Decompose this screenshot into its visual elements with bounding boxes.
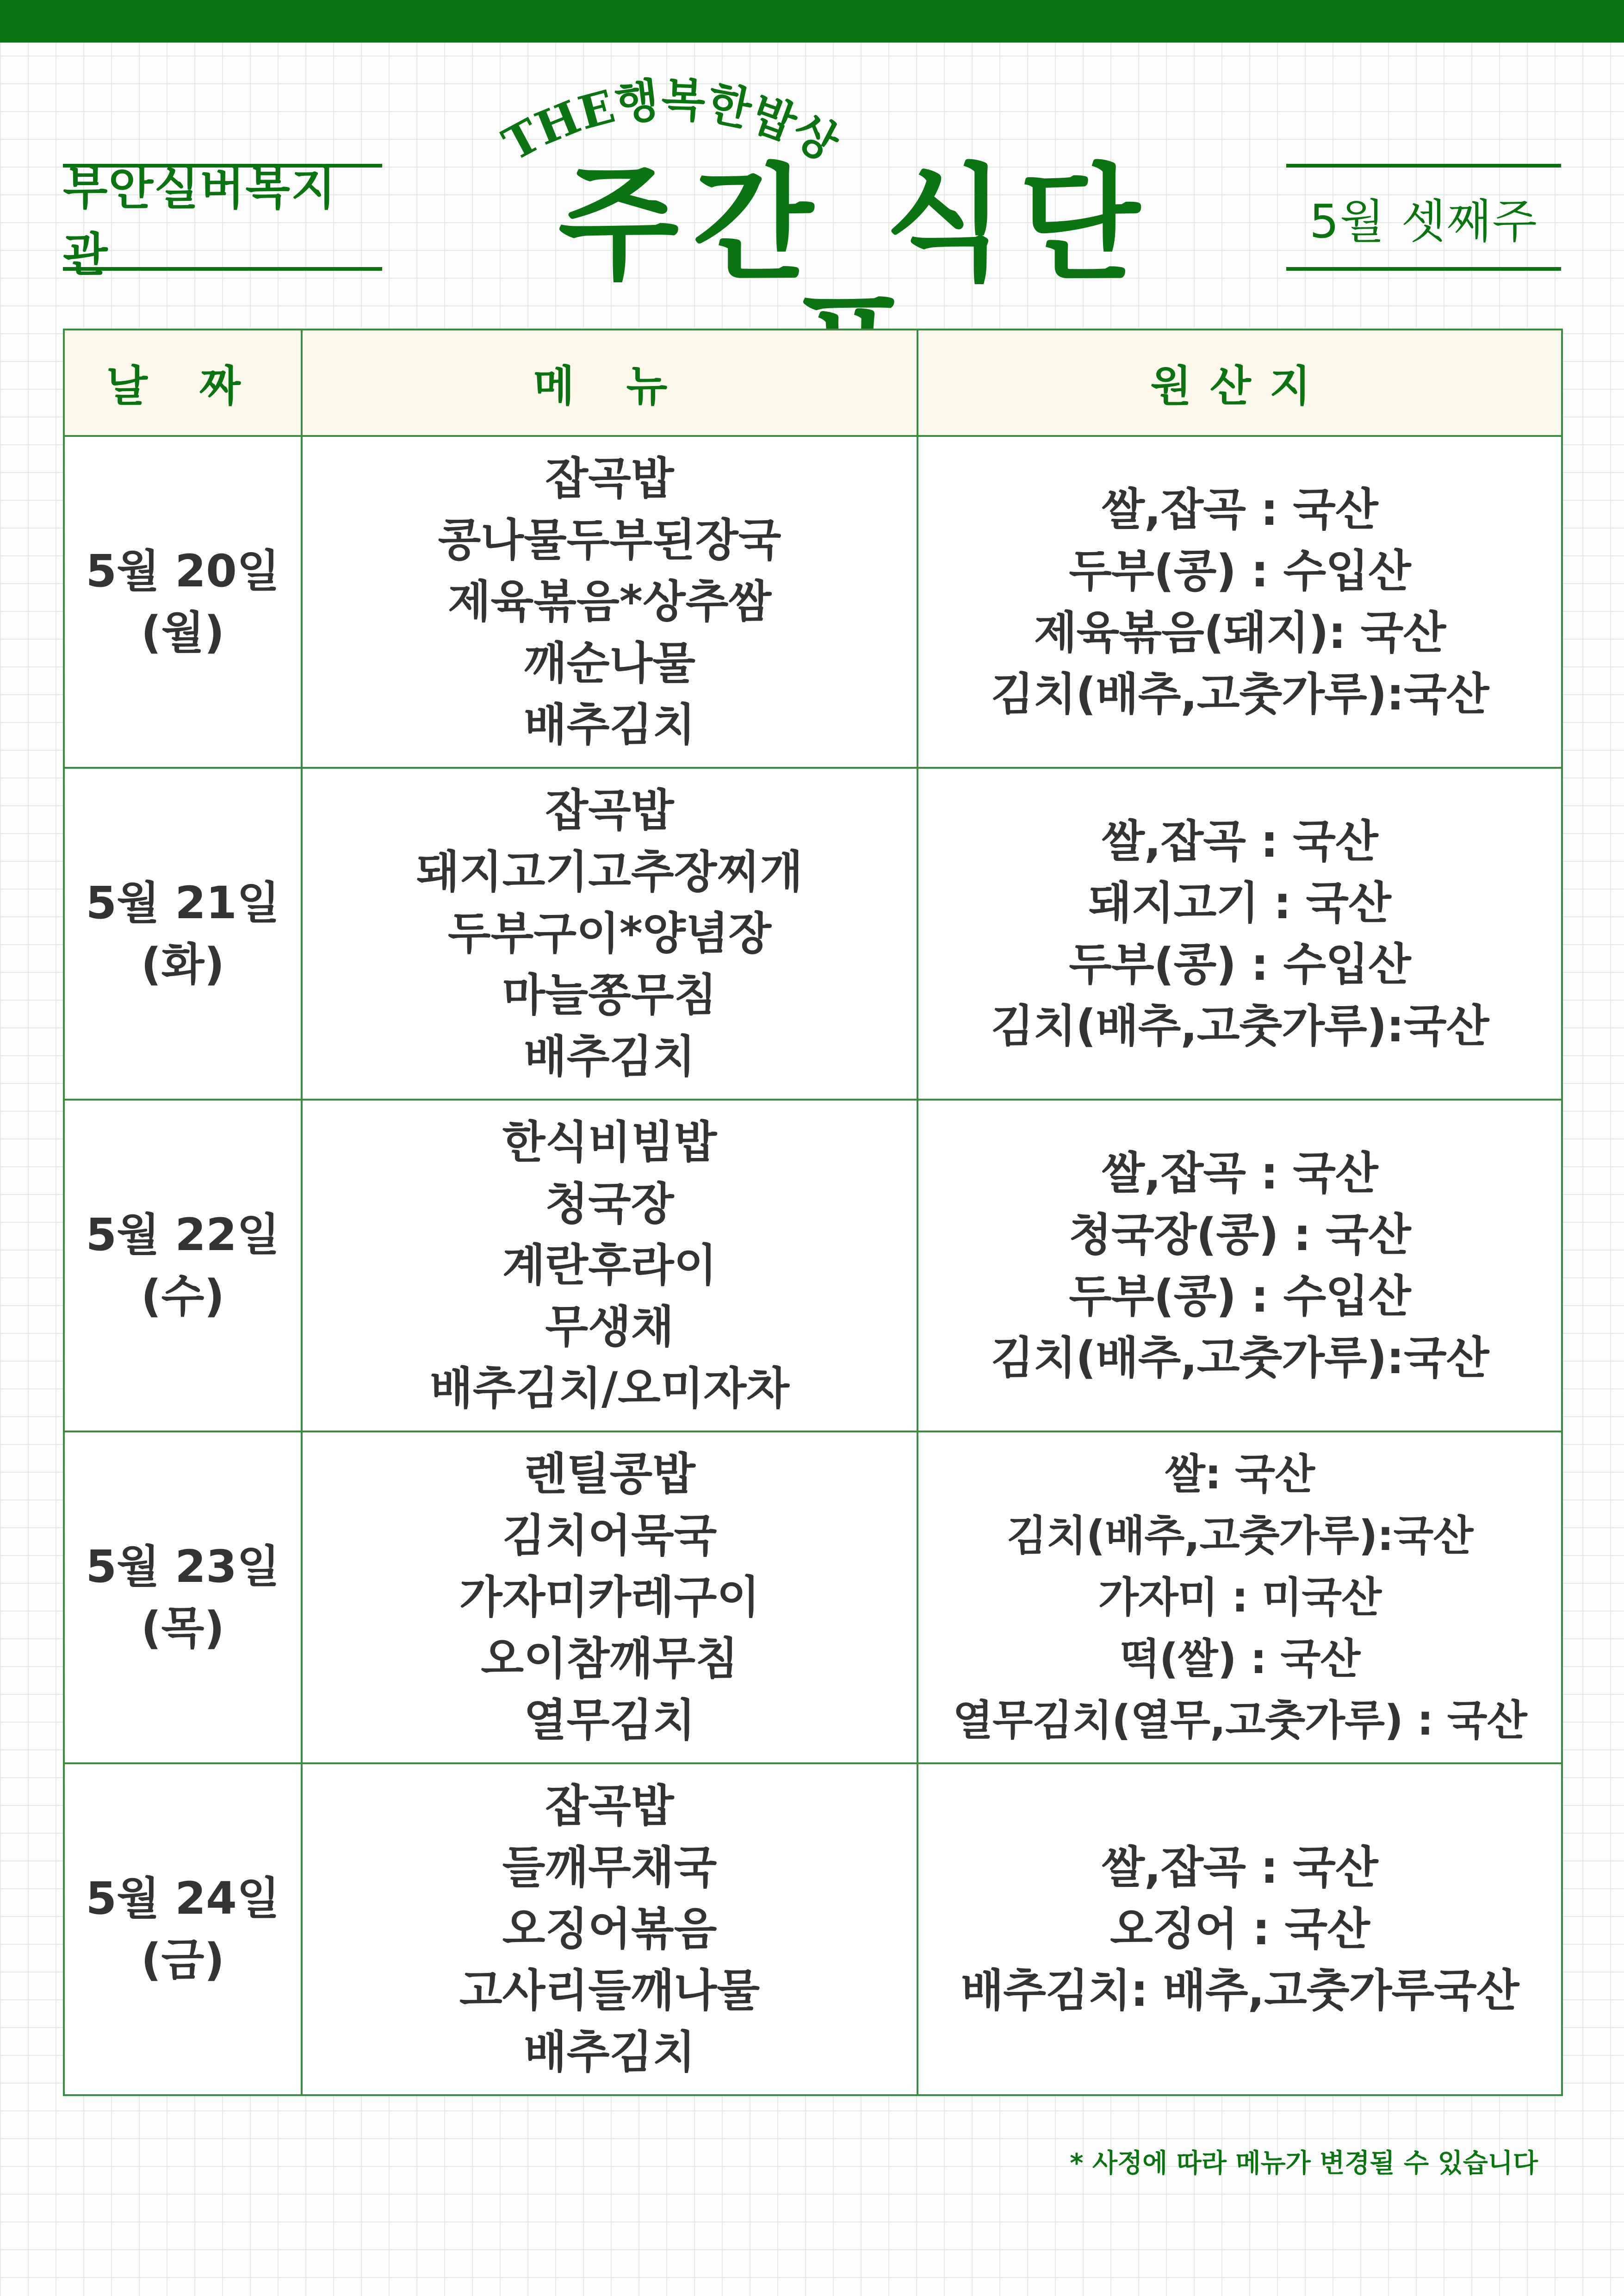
menu-item: 두부구이*양념장: [447, 908, 772, 959]
header-menu: 메 뉴: [302, 330, 917, 436]
arc-subtitle-text: THE행복한밥상: [494, 73, 847, 172]
origin-item: 쌀,잡곡 : 국산: [1102, 1147, 1378, 1199]
origin-item: 두부(콩) : 수입산: [1069, 545, 1411, 597]
header-origin: 원산지: [917, 330, 1562, 436]
weekday-text: (수): [141, 1270, 225, 1322]
date-cell: [64, 1100, 302, 1431]
table-row: [64, 1100, 1562, 1431]
menu-item: 제육볶음*상추쌈: [447, 576, 772, 628]
date-cell: [64, 436, 302, 768]
table-header-row: [64, 330, 1562, 436]
origin-item: 가자미 : 미국산: [1098, 1573, 1382, 1622]
week-label: 5월 셋째주: [1286, 164, 1561, 271]
date-cell: [64, 1431, 302, 1763]
menu-item: 가자미카레구이: [459, 1571, 760, 1623]
change-notice: * 사정에 따라 메뉴가 변경될 수 있습니다: [1070, 2148, 1538, 2178]
origin-cell: [917, 1763, 1562, 2095]
menu-item: 배추김치: [524, 699, 695, 751]
origin-item: 두부(콩) : 수입산: [1069, 1270, 1411, 1322]
date-text: 5월 20일: [86, 545, 280, 597]
menu-cell: [302, 768, 917, 1100]
origin-item: 쌀,잡곡 : 국산: [1102, 815, 1378, 867]
origin-item: 김치(배추,고춧가루):국산: [991, 1332, 1489, 1384]
menu-cell: [302, 1763, 917, 2095]
menu-item: 고사리들깨나물: [459, 1965, 760, 2016]
origin-item: 쌀: 국산: [1165, 1450, 1315, 1499]
table-row: [64, 1431, 1562, 1763]
weekday-text: (목): [141, 1602, 225, 1654]
menu-item: 배추김치: [524, 1031, 695, 1083]
origin-cell: [917, 436, 1562, 768]
origin-item: 김치(배추,고춧가루):국산: [1006, 1512, 1473, 1560]
origin-item: 두부(콩) : 수입산: [1069, 938, 1411, 990]
origin-cell: [917, 1431, 1562, 1763]
top-accent-bar: [0, 0, 1624, 43]
menu-item: 김치어묵국: [502, 1510, 717, 1562]
menu-item: 잡곡밥: [545, 784, 674, 836]
date-cell: [64, 1763, 302, 2095]
date-cell: [64, 768, 302, 1100]
menu-item: 잡곡밥: [545, 1780, 674, 1832]
menu-item: 콩나물두부된장국: [438, 514, 781, 566]
origin-item: 오징어 : 국산: [1110, 1903, 1370, 1955]
menu-cell: [302, 1100, 917, 1431]
page-title: 주간 식단: [558, 151, 1154, 297]
menu-item: 들깨무채국: [502, 1842, 717, 1893]
date-text: 5월 21일: [86, 877, 280, 929]
menu-item: 무생채: [545, 1301, 674, 1353]
meal-plan-table: [63, 329, 1563, 2096]
header-date: 날 짜: [64, 330, 302, 436]
weekday-text: (월): [141, 606, 225, 659]
origin-item: 돼지고기 : 국산: [1089, 877, 1391, 929]
organization-label: 부안실버복지관: [63, 164, 382, 271]
origin-item: 배추김치: 배추,고춧가루국산: [961, 1965, 1519, 2016]
menu-item: 배추김치: [524, 2026, 695, 2078]
menu-item: 배추김치/오미자차: [430, 1363, 789, 1414]
date-text: 5월 23일: [86, 1541, 280, 1593]
table-row: [64, 436, 1562, 768]
date-text: 5월 24일: [86, 1873, 280, 1925]
table-row: [64, 1763, 1562, 2095]
menu-item: 열무김치: [524, 1694, 695, 1746]
menu-item: 오이참깨무침: [481, 1633, 738, 1685]
menu-item: 돼지고기고추장찌개: [416, 846, 803, 898]
menu-cell: [302, 1431, 917, 1763]
menu-item: 잡곡밥: [545, 453, 674, 504]
weekday-text: (금): [141, 1934, 225, 1986]
menu-item: 렌틸콩밥: [524, 1448, 695, 1500]
menu-item: 계란후라이: [502, 1239, 717, 1291]
menu-item: 오징어볶음: [502, 1903, 717, 1955]
origin-item: 김치(배추,고춧가루):국산: [991, 1000, 1489, 1052]
menu-cell: [302, 436, 917, 768]
origin-item: 떡(쌀) : 국산: [1119, 1635, 1360, 1683]
origin-item: 제육볶음(돼지): 국산: [1034, 606, 1446, 659]
origin-item: 김치(배추,고춧가루):국산: [991, 668, 1489, 720]
origin-item: 열무김치(열무,고춧가루) : 국산: [953, 1696, 1527, 1745]
origin-item: 청국장(콩) : 국산: [1069, 1208, 1411, 1261]
menu-item: 청국장: [545, 1178, 674, 1230]
menu-item: 마늘쫑무침: [502, 969, 717, 1021]
menu-item: 한식비빔밥: [502, 1116, 717, 1168]
origin-item: 쌀,잡곡 : 국산: [1102, 483, 1378, 535]
weekday-text: (화): [141, 938, 225, 990]
date-text: 5월 22일: [86, 1209, 280, 1261]
origin-cell: [917, 1100, 1562, 1431]
menu-item: 깨순나물: [524, 637, 695, 689]
origin-cell: [917, 768, 1562, 1100]
table-row: [64, 768, 1562, 1100]
origin-item: 쌀,잡곡 : 국산: [1102, 1842, 1378, 1893]
